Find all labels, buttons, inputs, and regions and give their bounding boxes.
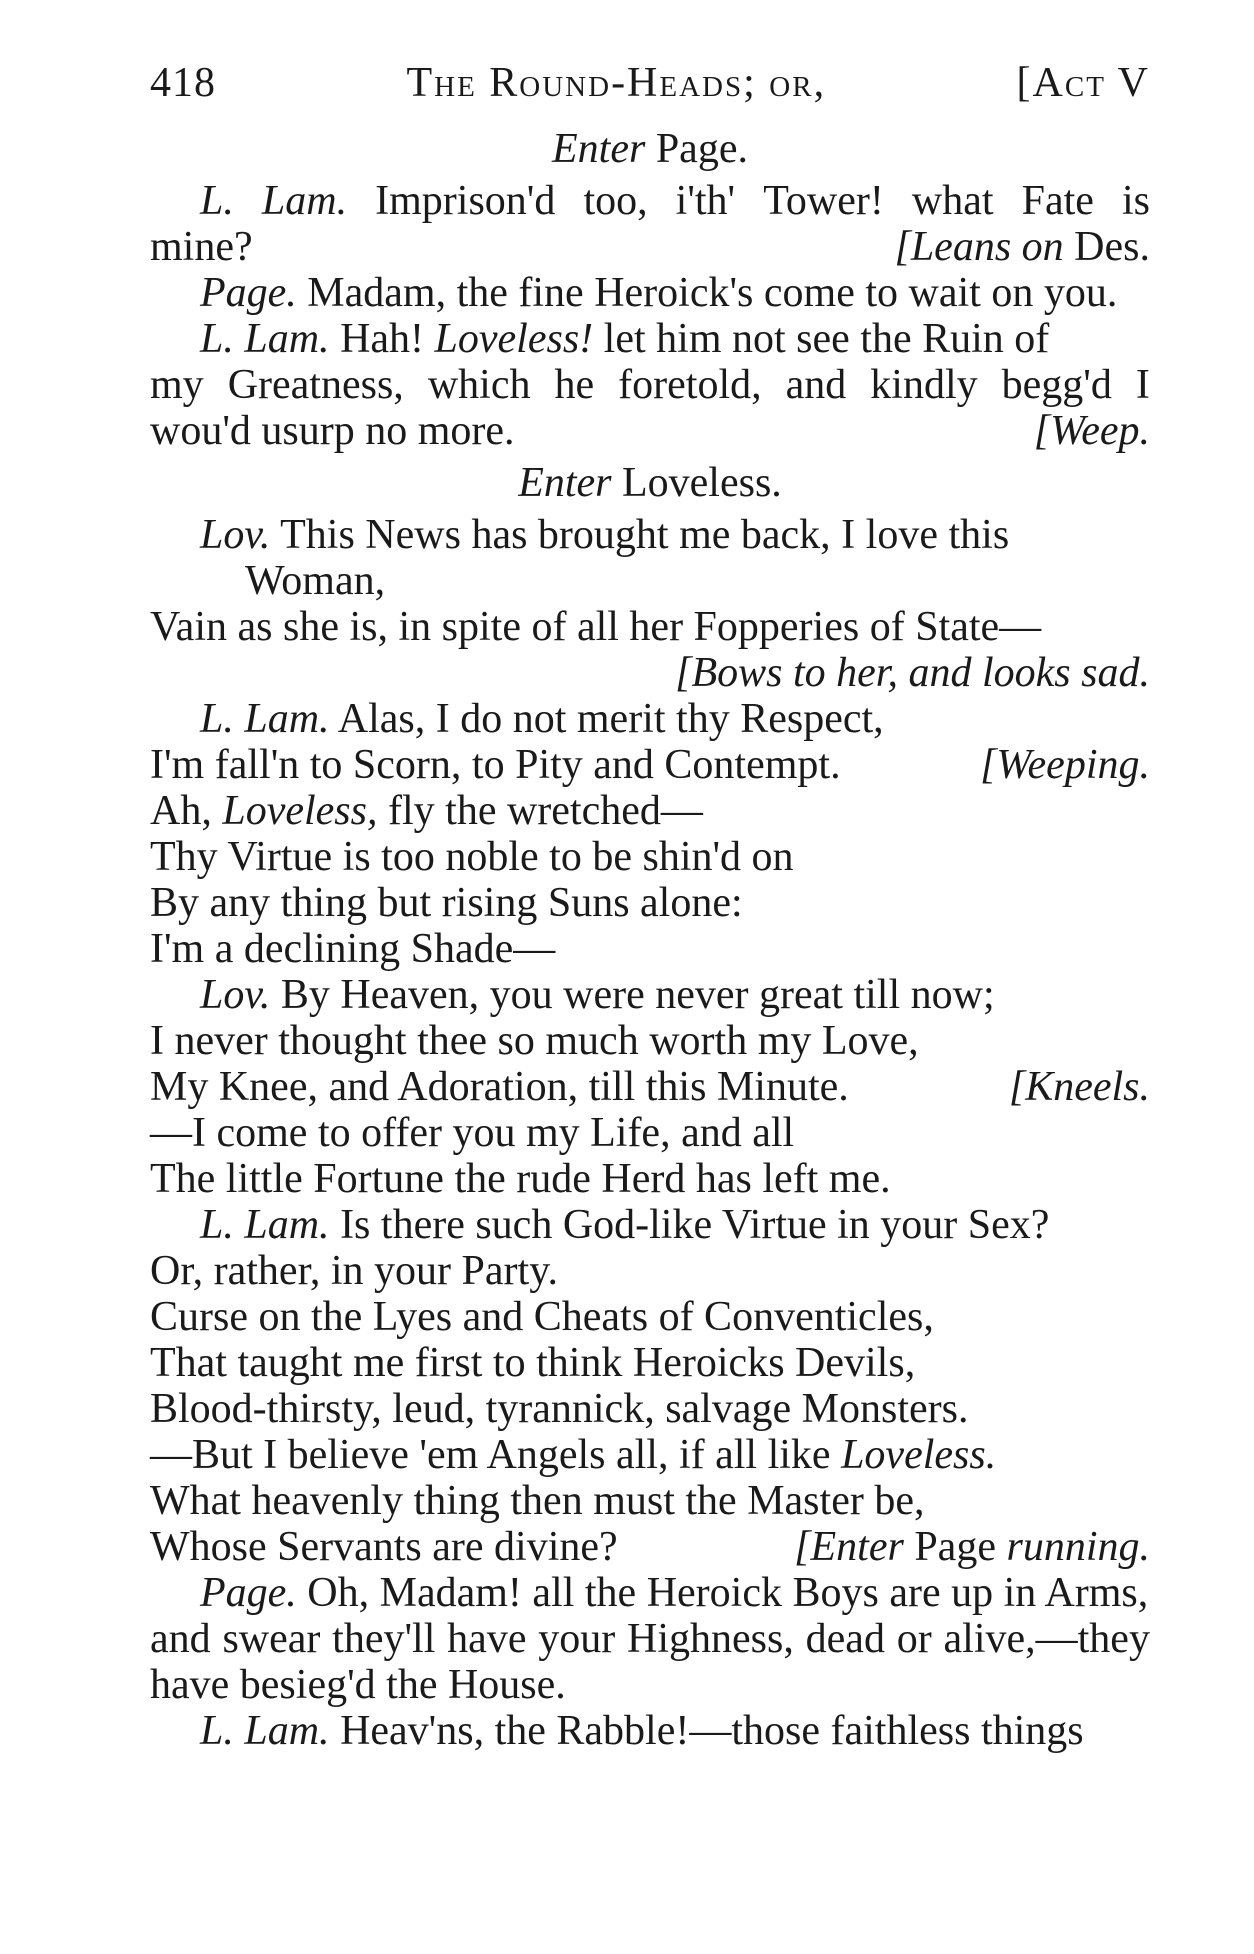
stage-direction	[675, 650, 1150, 696]
line-text	[200, 1202, 1049, 1248]
dialogue-text: Whose Servants are divine?	[150, 1524, 618, 1570]
line-text	[200, 270, 1117, 316]
speaker-name: L. Lam.	[200, 316, 330, 362]
stage-direction-italic: [Weeping.	[980, 742, 1150, 788]
speaker-name: L. Lam.	[200, 696, 330, 742]
line-text	[150, 834, 794, 880]
line-text	[200, 512, 1009, 558]
text-line	[150, 558, 1150, 604]
stage-direction-name: Page	[903, 1524, 1007, 1570]
dialogue-text: That taught me first to think Heroicks Devils,	[150, 1340, 916, 1386]
text-line	[150, 1110, 1150, 1156]
dialogue-text: wou'd usurp no more.	[150, 408, 515, 454]
dialogue-text: The little Fortune the rude Herd has left me.	[150, 1156, 891, 1202]
dialogue-text: Oh, Madam! all the Heroick Boys are up in Arms,	[296, 1570, 1149, 1616]
line-text	[200, 1570, 1148, 1616]
text-line	[150, 1064, 1150, 1110]
book-page	[150, 60, 1150, 1754]
line-text	[200, 696, 884, 742]
stage-direction	[1034, 408, 1150, 454]
stage-direction-character: Page.	[655, 126, 748, 172]
text-line	[150, 696, 1150, 742]
line-text	[150, 1432, 996, 1478]
dialogue-text: Heav'ns, the Rabble!—those faithless things	[329, 1708, 1084, 1754]
italic-name: Loveless!	[434, 316, 594, 362]
text-line	[150, 972, 1150, 1018]
dialogue-text: —But I believe 'em Angels all, if all like	[150, 1432, 842, 1478]
line-text	[150, 1340, 915, 1386]
text-line	[150, 178, 1150, 224]
word: Imprison'd	[375, 178, 556, 224]
line-text	[200, 316, 1049, 362]
text-line	[150, 1616, 1150, 1662]
dialogue-text: fly the wretched—	[377, 788, 703, 834]
word: and	[150, 1616, 211, 1662]
speaker-name: Page.	[200, 1570, 297, 1616]
text-line	[150, 1248, 1150, 1294]
word: i'th'	[675, 178, 736, 224]
dialogue-text: My Knee, and Adoration, till this Minute.	[150, 1064, 849, 1110]
line-text	[150, 880, 743, 926]
text-line	[150, 362, 1150, 408]
text-line	[150, 1708, 1150, 1754]
stage-direction-name: Des.	[1063, 224, 1150, 270]
word: Highness,	[627, 1616, 794, 1662]
dialogue-text: Alas, I do not merit thy Respect,	[329, 696, 884, 742]
text-line	[150, 1294, 1150, 1340]
stage-direction-italic: [Bows to her, and looks sad.	[675, 650, 1150, 696]
text-line	[150, 1478, 1150, 1524]
stage-direction-enter: Enter	[552, 126, 656, 172]
line-text	[150, 926, 555, 972]
line-text	[150, 408, 515, 454]
speaker-name: Lov.	[200, 972, 271, 1018]
dialogue-text: Or, rather, in your Party.	[150, 1248, 558, 1294]
word: have	[447, 1616, 527, 1662]
word: begg'd	[1001, 362, 1112, 408]
italic-name: Loveless,	[222, 788, 378, 834]
stage-direction-italic: [Weep.	[1033, 408, 1150, 454]
dialogue-text: Ah,	[150, 788, 223, 834]
text-line	[150, 880, 1150, 926]
stage-direction	[794, 1524, 1150, 1570]
line-text	[150, 1110, 794, 1156]
dialogue-text: Blood-thirsty, leud, tyrannick, salvage Monsters.	[150, 1386, 969, 1432]
word: foretold,	[618, 362, 762, 408]
word: I	[1135, 362, 1150, 408]
word: Tower!	[763, 178, 884, 224]
word: what	[911, 178, 994, 224]
text-line	[150, 1432, 1150, 1478]
speaker-name: L. Lam.	[200, 1202, 330, 1248]
dialogue-text: —I come to offer you my Life, and all	[150, 1110, 795, 1156]
word: kindly	[870, 362, 978, 408]
dialogue-text: Is there such God-like Virtue in your Sex?	[329, 1202, 1050, 1248]
word: Greatness,	[227, 362, 404, 408]
word: swear	[222, 1616, 321, 1662]
text-line	[150, 1018, 1150, 1064]
italic-name: Loveless.	[841, 1432, 997, 1478]
text-line	[150, 270, 1150, 316]
text-line	[150, 1340, 1150, 1386]
word: or	[896, 1616, 932, 1662]
stage-direction-character: Loveless.	[622, 460, 782, 506]
text-line	[150, 1524, 1150, 1570]
text-line	[150, 512, 1150, 558]
dialogue-text: Thy Virtue is too noble to be shin'd on	[150, 834, 794, 880]
line-text	[150, 788, 703, 834]
stage-direction-italic: running.	[1006, 1524, 1150, 1570]
dialogue-text: let him not see the Ruin of	[593, 316, 1050, 362]
text-line	[150, 834, 1150, 880]
text-line	[150, 650, 1150, 696]
line-text	[150, 1524, 618, 1570]
dialogue-text: Vain as she is, in spite of all her Fopperies of State—	[150, 604, 1042, 650]
line-text	[150, 224, 253, 270]
word: dead	[805, 1616, 885, 1662]
text-line	[150, 224, 1150, 270]
word: alive,—they	[943, 1616, 1150, 1662]
play-text	[150, 126, 1150, 1754]
line-text	[150, 1662, 566, 1708]
word: L.	[200, 178, 234, 224]
running-title: The Round-Heads; or,	[406, 60, 827, 106]
word: too,	[583, 178, 648, 224]
line-text	[200, 972, 995, 1018]
word: my	[150, 362, 204, 408]
dialogue-text: By any thing but rising Suns alone:	[150, 880, 743, 926]
text-line	[150, 1662, 1150, 1708]
dialogue-text: What heavenly thing then must the Master be,	[150, 1478, 925, 1524]
text-line	[150, 1570, 1150, 1616]
word: your	[538, 1616, 616, 1662]
line-text	[200, 1708, 1084, 1754]
text-line	[150, 788, 1150, 834]
stage-direction-italic: [Leans on	[894, 224, 1064, 270]
word: and	[785, 362, 847, 408]
speaker-name: L. Lam.	[200, 1708, 330, 1754]
speaker-name: Page.	[200, 270, 297, 316]
line-text	[200, 178, 1150, 224]
text-line	[150, 1156, 1150, 1202]
dialogue-text: Woman,	[245, 558, 386, 604]
line-text	[150, 1018, 919, 1064]
dialogue-text: I never thought thee so much worth my Love,	[150, 1018, 919, 1064]
text-line	[150, 408, 1150, 454]
dialogue-text: I'm a declining Shade—	[150, 926, 556, 972]
text-line	[150, 316, 1150, 362]
stage-direction-italic: [Kneels.	[1008, 1064, 1150, 1110]
page-number: 418	[150, 60, 216, 106]
dialogue-text: have besieg'd the House.	[150, 1662, 566, 1708]
dialogue-text: mine?	[150, 224, 253, 270]
stage-direction	[1009, 1064, 1150, 1110]
dialogue-text: Curse on the Lyes and Cheats of Conventicles,	[150, 1294, 934, 1340]
page-header	[150, 60, 1150, 120]
line-text	[150, 1386, 968, 1432]
word: Fate	[1021, 178, 1094, 224]
speaker-name: Lov.	[200, 512, 271, 558]
word: which	[427, 362, 531, 408]
dialogue-text: By Heaven, you were never great till now;	[270, 972, 995, 1018]
dialogue-text: Madam, the fine Heroick's come to wait on you.	[296, 270, 1118, 316]
text-line	[150, 604, 1150, 650]
stage-direction-italic: [Enter	[794, 1524, 904, 1570]
text-line	[150, 926, 1150, 972]
word: he	[554, 362, 595, 408]
line-text	[150, 1064, 849, 1110]
text-line	[150, 126, 1150, 172]
dialogue-text: This News has brought me back, I love this	[270, 512, 1010, 558]
line-text	[150, 1294, 934, 1340]
line-text	[150, 742, 841, 788]
word: is	[1121, 178, 1150, 224]
line-text	[150, 604, 1041, 650]
act-marker: [Act V	[1016, 60, 1150, 106]
line-text	[150, 1156, 891, 1202]
line-text	[245, 558, 385, 604]
text-line	[150, 1202, 1150, 1248]
stage-direction-enter: Enter	[518, 460, 622, 506]
text-line	[150, 742, 1150, 788]
stage-direction	[980, 742, 1150, 788]
dialogue-text: I'm fall'n to Scorn, to Pity and Contempt.	[150, 742, 841, 788]
dialogue-text: Hah!	[329, 316, 435, 362]
line-text	[150, 362, 1150, 408]
word: Lam.	[261, 178, 348, 224]
stage-direction	[894, 224, 1150, 270]
line-text	[150, 1478, 924, 1524]
text-line	[150, 460, 1150, 506]
line-text	[150, 1616, 1150, 1662]
text-line	[150, 1386, 1150, 1432]
word: they'll	[332, 1616, 436, 1662]
line-text	[150, 1248, 558, 1294]
